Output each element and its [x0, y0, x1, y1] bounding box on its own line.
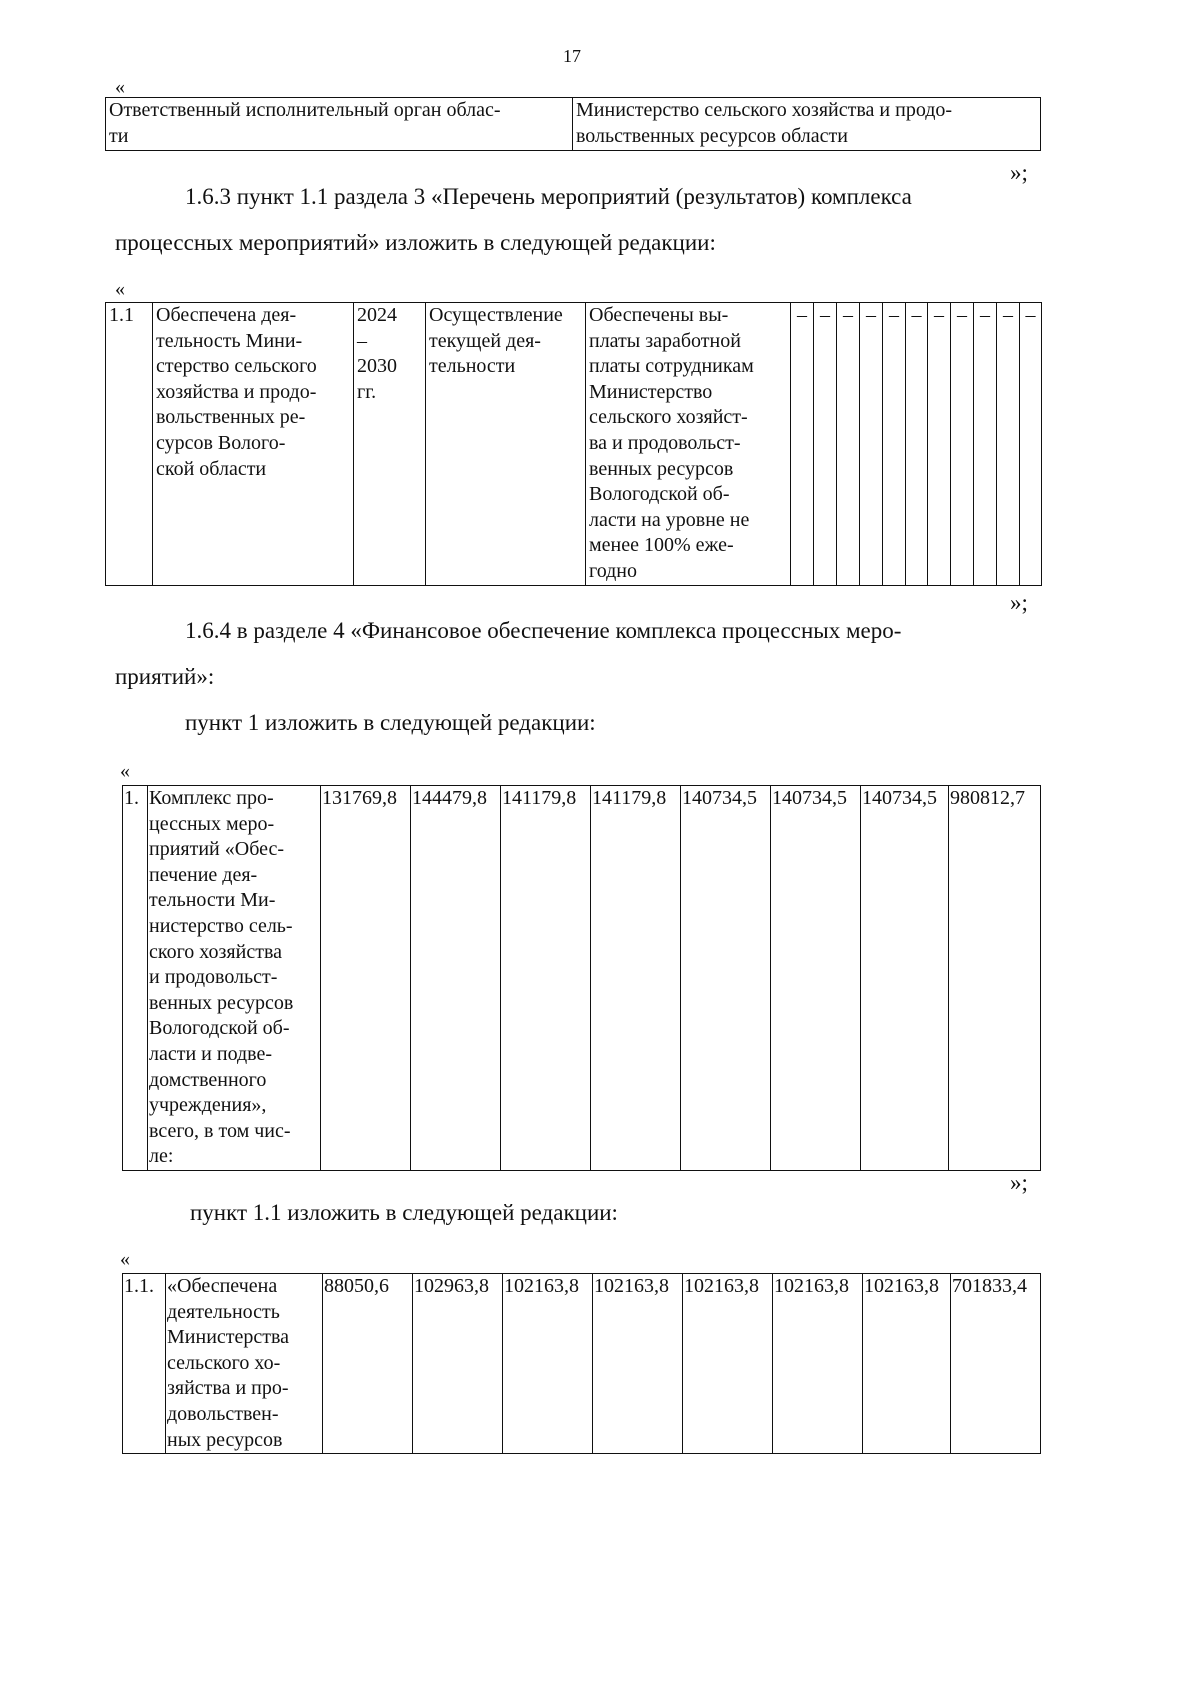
table-row [123, 786, 1041, 1171]
dash-cell: – [951, 303, 974, 586]
open-quote: « [120, 1248, 130, 1270]
finance-table-1 [122, 785, 1041, 1171]
activity-result: Обеспечены вы- платы заработной платы сотрудникам Министерство сельского хозяйст- ва и продовольст- венных ресурсов Вологодской об- ласти на уровне не менее 100% еже- годно [586, 303, 791, 586]
close-quote: »; [1010, 1170, 1028, 1195]
dash-cell: – [814, 303, 837, 586]
dash-cell: – [906, 303, 928, 586]
row-number: 1. [123, 786, 148, 1171]
total-cell: 701833,4 [951, 1274, 1041, 1454]
row-number: 1.1. [123, 1274, 166, 1454]
table-row [106, 303, 1042, 586]
open-quote: « [115, 76, 125, 98]
responsible-label: Ответственный исполнительный орган облас- ти [106, 98, 573, 151]
value-cell: 102163,8 [773, 1274, 863, 1454]
finance-table-1-1 [122, 1273, 1041, 1454]
value-cell: 102963,8 [413, 1274, 503, 1454]
dash-cell: – [860, 303, 883, 586]
para-1-1: пункт 1.1 изложить в следующей редакции: [190, 1200, 618, 1225]
activity-name: Обеспечена дея- тельность Мини- стерство сельского хозяйства и продо- вольственных ре- сурсов Волого- ской области [153, 303, 354, 586]
dash-cell: – [974, 303, 997, 586]
dash-cell: – [791, 303, 814, 586]
activity-period: 2024 – 2030 гг. [354, 303, 426, 586]
value-cell: 88050,6 [323, 1274, 413, 1454]
value-cell: 102163,8 [503, 1274, 593, 1454]
value-cell: 102163,8 [863, 1274, 951, 1454]
table-row [123, 1274, 1041, 1454]
dash-cell: – [883, 303, 906, 586]
activities-table [105, 302, 1042, 586]
close-quote: »; [1010, 590, 1028, 615]
dash-cell: – [837, 303, 860, 586]
value-cell: 140734,5 [681, 786, 771, 1171]
activity-type: Осуществление текущей дея- тельности [426, 303, 586, 586]
program-name: «Обеспечена деятельность Министерства сельского хо- зяйства и про- довольствен- ных ресурсов [166, 1274, 323, 1454]
value-cell: 141179,8 [591, 786, 681, 1171]
row-number: 1.1 [106, 303, 153, 586]
para-1-6-4-line1: 1.6.4 в разделе 4 «Финансовое обеспечение комплекса процессных меро- [185, 618, 902, 643]
close-quote: »; [1010, 160, 1028, 185]
value-cell: 140734,5 [771, 786, 861, 1171]
responsible-value: Министерство сельского хозяйства и продо- вольственных ресурсов области [573, 98, 1041, 151]
program-name: Комплекс про- цессных меро- приятий «Обес- печение дея- тельности Ми- нистерство сель- ского хозяйства и продовольст- венных ресурсов Вологодской об- ласти и подве- домственного учреждения», всего, в том чис- ле: [148, 786, 321, 1171]
dash-cell: – [1020, 303, 1042, 586]
responsible-table [105, 97, 1041, 151]
dash-cell: – [997, 303, 1020, 586]
open-quote: « [115, 278, 125, 300]
value-cell: 102163,8 [593, 1274, 683, 1454]
para-1-6-3-line1: 1.6.3 пункт 1.1 раздела 3 «Перечень мероприятий (результатов) комплекса [185, 184, 912, 209]
value-cell: 102163,8 [683, 1274, 773, 1454]
para-1-6-3-line2: процессных мероприятий» изложить в следующей редакции: [115, 230, 716, 255]
open-quote: « [120, 760, 130, 782]
value-cell: 141179,8 [501, 786, 591, 1171]
value-cell: 144479,8 [411, 786, 501, 1171]
para-1-6-4-line3: пункт 1 изложить в следующей редакции: [185, 710, 596, 735]
value-cell: 140734,5 [861, 786, 949, 1171]
value-cell: 131769,8 [321, 786, 411, 1171]
dash-cell: – [928, 303, 951, 586]
total-cell: 980812,7 [949, 786, 1041, 1171]
para-1-6-4-line2: приятий»: [115, 664, 215, 689]
page-number: 17 [563, 46, 581, 66]
